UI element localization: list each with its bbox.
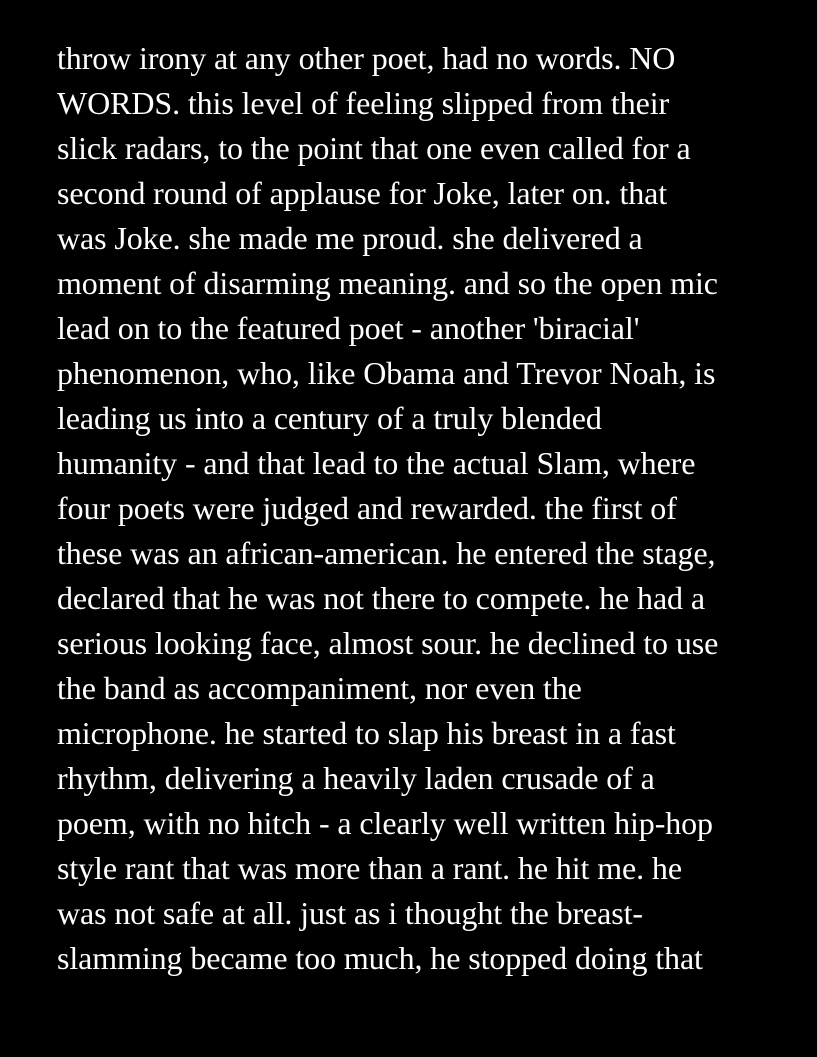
text-line: these was an african-american. he entered the stage, bbox=[57, 535, 716, 571]
body-text bbox=[57, 36, 797, 981]
text-line: was not safe at all. just as i thought the breast- bbox=[57, 895, 643, 931]
text-line: four poets were judged and rewarded. the first of bbox=[57, 490, 677, 526]
text-line: serious looking face, almost sour. he declined to use bbox=[57, 625, 719, 661]
text-line: slamming became too much, he stopped doing that bbox=[57, 940, 703, 976]
text-line: phenomenon, who, like Obama and Trevor Noah, is bbox=[57, 355, 716, 391]
text-line: the band as accompaniment, nor even the bbox=[57, 670, 582, 706]
text-line: style rant that was more than a rant. he hit me. he bbox=[57, 850, 682, 886]
text-line: throw irony at any other poet, had no words. NO bbox=[57, 40, 676, 76]
text-line: slick radars, to the point that one even called for a bbox=[57, 130, 691, 166]
text-line: second round of applause for Joke, later on. that bbox=[57, 175, 668, 211]
text-line: leading us into a century of a truly blended bbox=[57, 400, 602, 436]
text-line: declared that he was not there to compete. he had a bbox=[57, 580, 705, 616]
text-line: poem, with no hitch - a clearly well written hip-hop bbox=[57, 805, 713, 841]
text-line: lead on to the featured poet - another 'biracial' bbox=[57, 310, 640, 346]
text-line: WORDS. this level of feeling slipped from their bbox=[57, 85, 670, 121]
text-line: humanity - and that lead to the actual Slam, where bbox=[57, 445, 696, 481]
text-line: microphone. he started to slap his breast in a fast bbox=[57, 715, 676, 751]
text-line: was Joke. she made me proud. she delivered a bbox=[57, 220, 643, 256]
text-line: moment of disarming meaning. and so the open mic bbox=[57, 265, 718, 301]
text-line: rhythm, delivering a heavily laden crusade of a bbox=[57, 760, 655, 796]
